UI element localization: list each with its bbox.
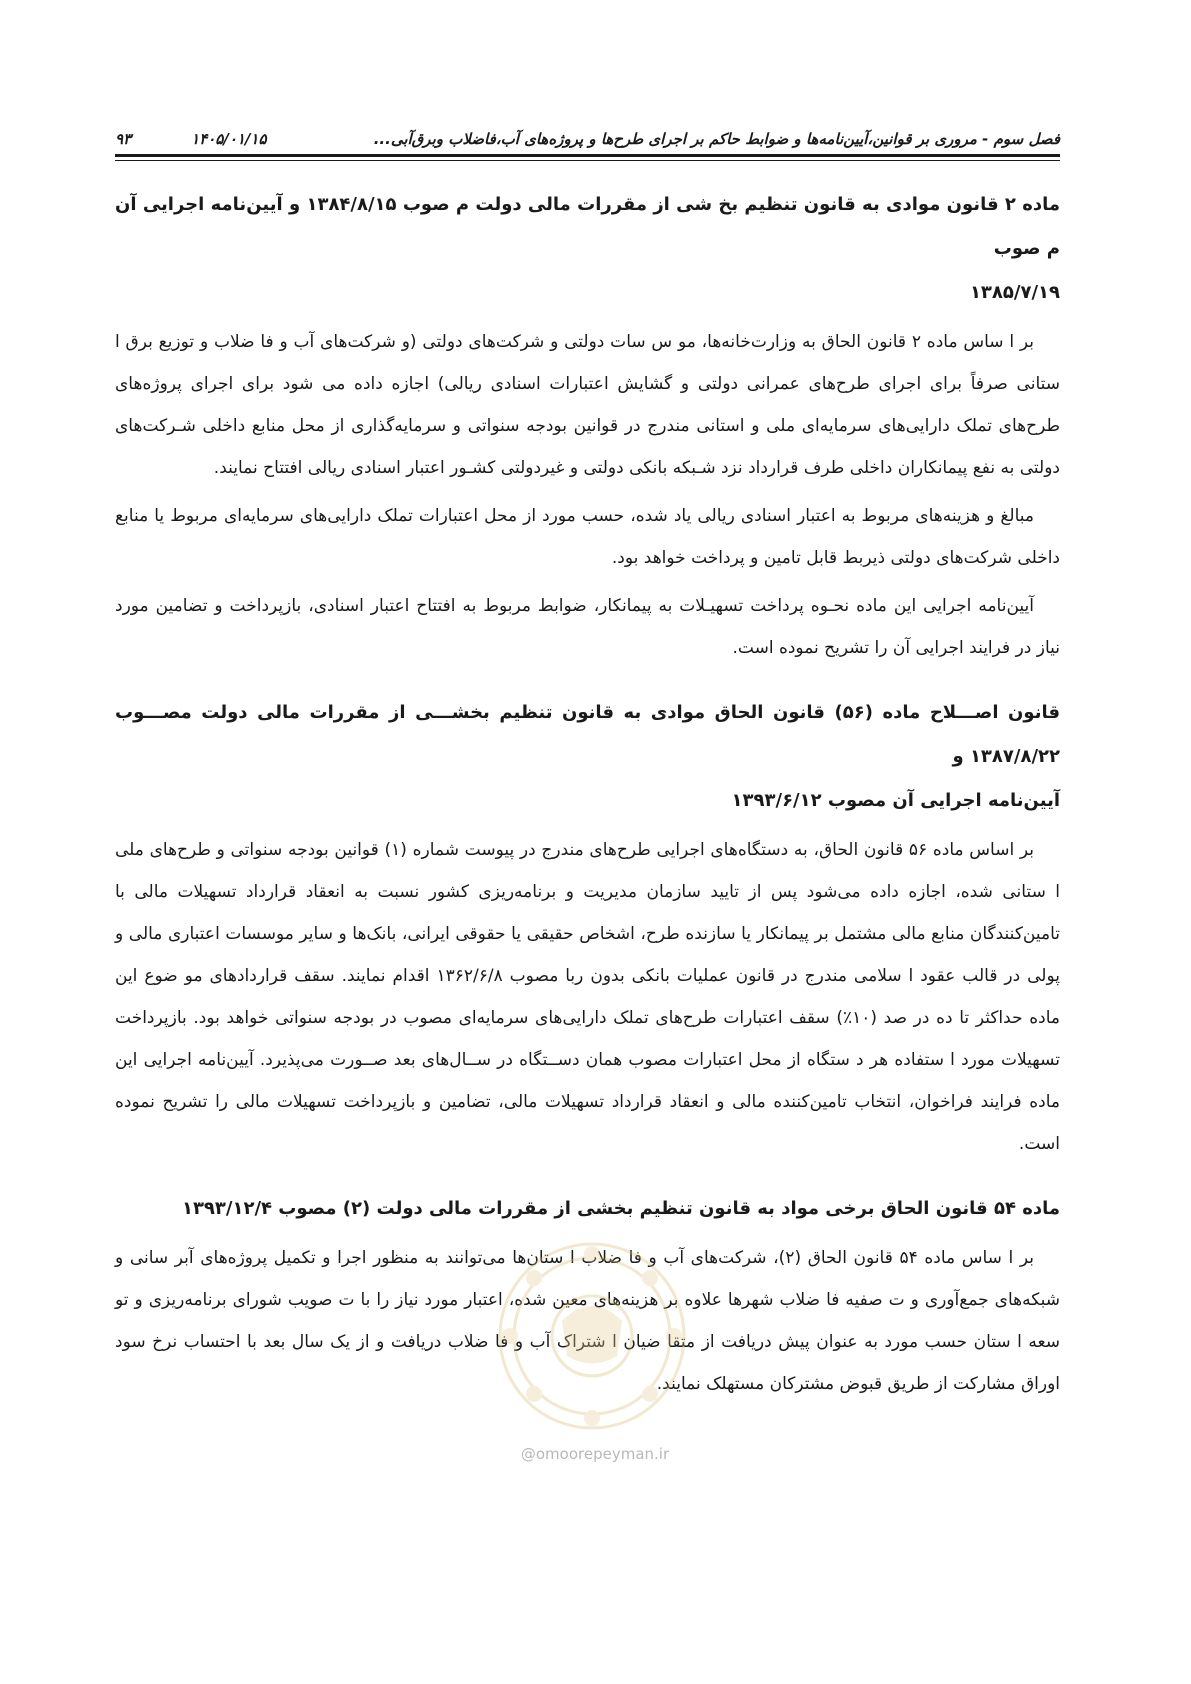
paragraph: مبالغ و هزینه‌های مربوط به اعتبار اسنادی ریالی یاد شده، حسب مورد از محل اعتبارات تملک دارایی‌های سرمایه‌ای مربوط یا منابع داخلی شرکت‌های دولتی ذیربط قابل تامین و پرداخت خواهد بود.: [115, 506, 1060, 568]
section-title-line: ماده ۲ قانون موادی به قانون تنظیم بخ شی از مقررات مالی دولت م صوب ۱۳۸۴/۸/۱۵ و آیین‌نامه اجرایی آن م صوب: [115, 194, 1060, 259]
section-article-56: [115, 691, 1060, 1165]
section-title: [115, 691, 1060, 823]
page-number: ۹۳: [115, 130, 132, 148]
header-date: ۱۴۰۵/۰۱/۱۵: [191, 130, 267, 148]
running-header: [115, 118, 1060, 157]
section-article-2: [115, 183, 1060, 669]
paragraph: بر ا ساس ماده ۲ قانون الحاق به وزارت‌خانه‌ها، مو س سات دولتی و شرکت‌های دولتی (و شرکت‌های آب و فا ضلاب و توزیع برق ا ستانی صرفاً برای اجرای طرح‌های عمرانی دولتی و گشایش اعتبارات اسنادی ریالی) اجازه داده می شود برای اجرای پروژه‌های طرح‌های تملک دارایی‌های سرمایه‌ای ملی و استانی مندرج در قوانین بودجه سنواتی و سرمایه‌گذاری از محل منابع داخلی شـرکت‌های دولتی به نفع پیمانکاران داخلی طرف قرارداد نزد شـبکه بانکی دولتی و غیردولتی کشـور اعتبار اسنادی ریالی افتتاح نمایند.: [115, 332, 1060, 478]
section-title: [115, 1187, 1060, 1231]
section-title: [115, 183, 1060, 315]
section-title-line: آیین‌نامه اجرایی آن مصوب ۱۳۹۳/۶/۱۲: [731, 790, 1060, 811]
watermark-url: @omoorepeyman.ir: [520, 1445, 670, 1463]
section-title-line: ماده ۵۴ قانون الحاق برخی مواد به قانون تنظیم بخشی از مقررات مالی دولت (۲) مصوب ۱۳۹۳/۱۲/۴: [181, 1198, 1060, 1219]
paragraph: بر ا ساس ماده ۵۴ قانون الحاق (۲)، شرکت‌های آب و فا ضلاب ا ستان‌ها می‌توانند به منظور اجرا و تکمیل پروژه‌های آبر سانی و شبکه‌های جمع‌آوری و ت صفیه فا ضلاب شهرها علاوه بر هزینه‌های معین شده، اعتبار مورد نیاز را با ت صویب شورای برنامه‌ریزی و تو سعه ا ستان حسب مورد به عنوان پیش دریافت از متقا ضیان ا شتراک آب و فا ضلاب دریافت و از یک سال بعد با احتساب نرخ سود اوراق مشارکت از طریق قبوض مشترکان مستهلک نمایند.: [115, 1248, 1060, 1394]
section-title-line: ۱۳۸۵/۷/۱۹: [969, 282, 1060, 303]
chapter-title: فصل سوم - مروری بر قوانین،آیین‌نامه‌ها و ضوابط حاکم بر اجرای طرح‌ها و پروژه‌های آب،فاضلاب وبرق‌آبی...: [373, 130, 1060, 148]
header-meta: [115, 130, 267, 148]
header-divider: [115, 160, 1060, 161]
paragraph: آیین‌نامه اجرایی این ماده نحـوه پرداخت تسهیـلات به پیمانکار، ضوابط مربوط به افتتاح اعتبار اسنادی، بازپرداخت و تضامین مورد نیاز در فرایند اجرایی آن را تشریح نموده است.: [115, 596, 1060, 658]
section-article-54: [115, 1187, 1060, 1405]
document-page: [115, 118, 1060, 1618]
section-title-line: قانون اصـــلاح ماده (۵۶) قانون الحاق موادی به قانون تنظیم بخشـــی از مقررات مالی دولت مصـــوب ۱۳۸۷/۸/۲۲ و: [115, 702, 1061, 767]
paragraph: بر اساس ماده ۵۶ قانون الحاق، به دستگاه‌های اجرایی طرح‌های مندرج در پیوست شماره (۱) قوانین بودجه سنواتی و طرح‌های ملی ا ستانی شده، اجازه داده می‌شود پس از تایید سازمان مدیریت و برنامه‌ریزی کشور نسبت به انعقاد قرارداد تسهیلات مالی با تامین‌کنندگان منابع مالی مشتمل بر پیمانکار یا سازنده طرح، اشخاص حقیقی یا حقوقی ایرانی، بانک‌ها و سایر موسسات اعتباری مالی و پولی در قالب عقود ا سلامی مندرج در قانون عملیات بانکی بدون ربا مصوب ۱۳۶۲/۶/۸ اقدام نمایند. سقف قراردادهای مو ضوع این ماده حداکثر تا ده در صد (۱۰٪) سقف اعتبارات طرح‌های تملک دارایی‌های سرمایه‌ای مصوب در بودجه سنواتی خواهد بود. بازپرداخت تسهیلات مورد ا ستفاده هر د ستگاه از محل اعتبارات مصوب همان دســتگاه در ســال‌های بعد صــورت می‌پذیرد. آیین‌نامه اجرایی این ماده فرایند فراخوان، انتخاب تامین‌کننده مالی و انعقاد قرارداد تسهیلات مالی، تضامین و بازپرداخت تسهیلات مالی را تشریح نموده است.: [115, 840, 1060, 1154]
